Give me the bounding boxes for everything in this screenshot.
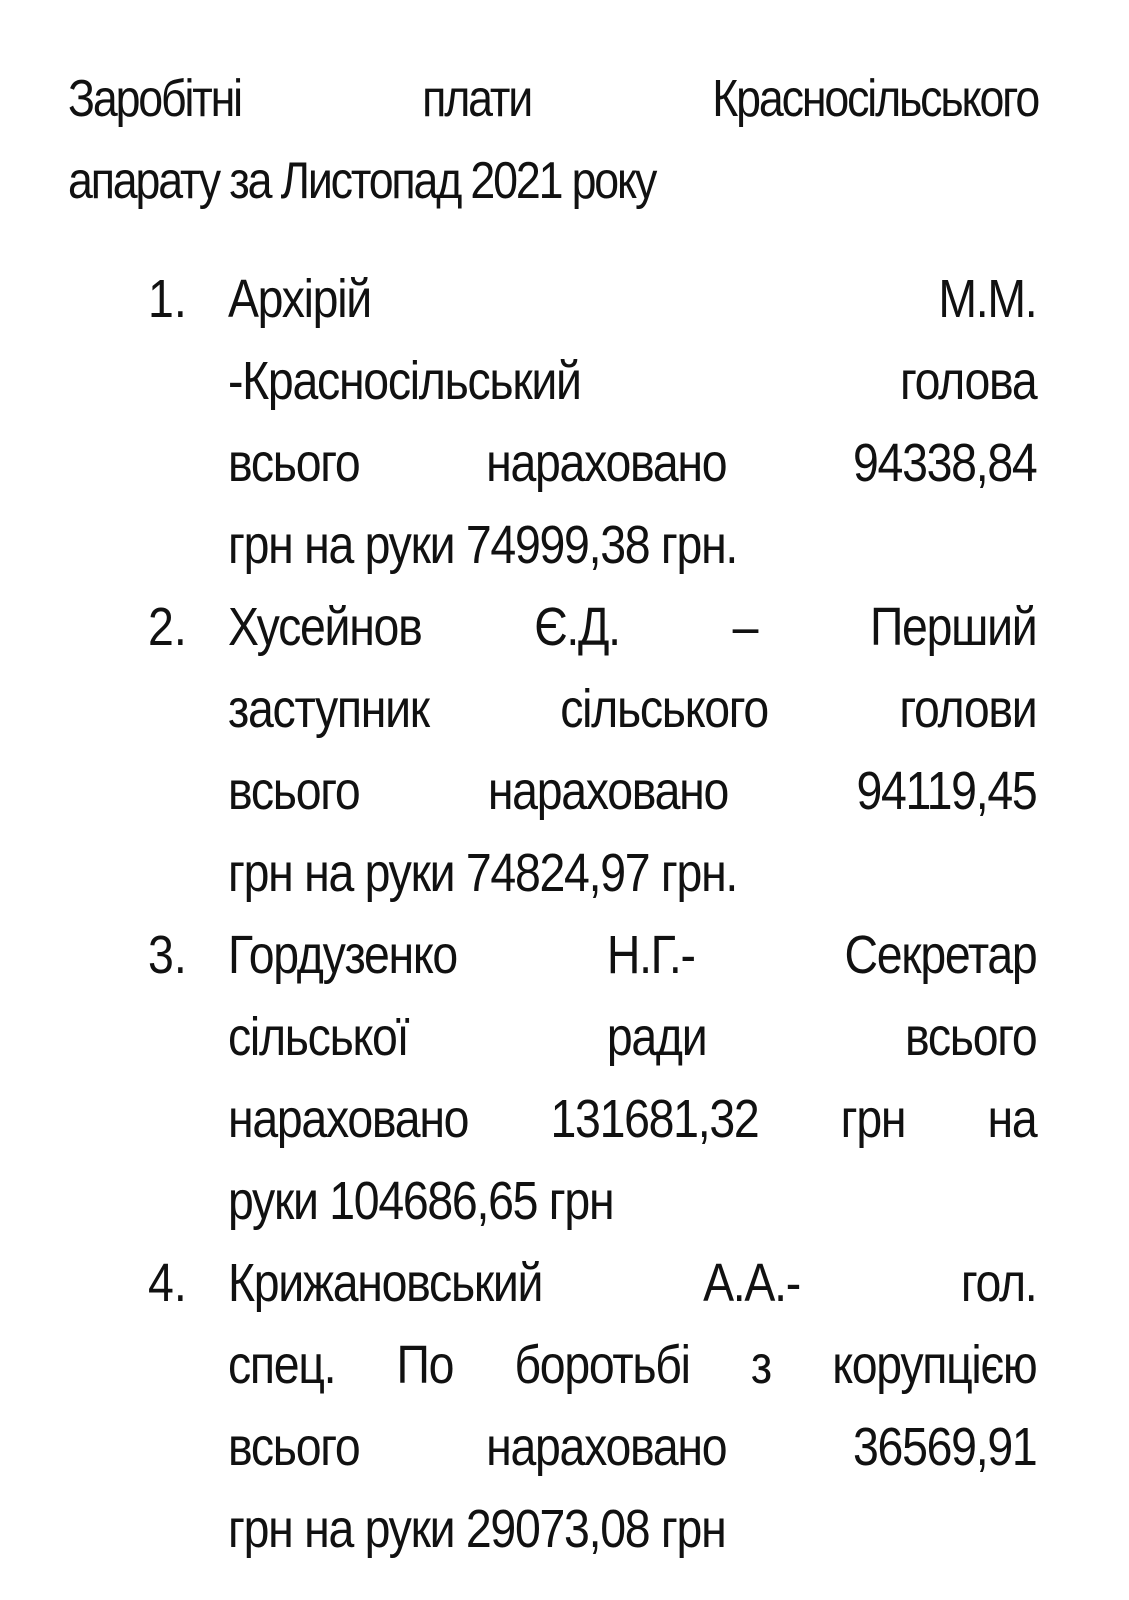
item-line: всього нараховано 94119,45 bbox=[228, 761, 1037, 821]
item-line: Хусейнов Є.Д. – Перший bbox=[228, 597, 1037, 657]
title-line-1: Заробітні плати Красносільського bbox=[68, 70, 1039, 128]
item-line: -Красносільський голова bbox=[228, 351, 1037, 411]
list-item bbox=[148, 586, 1038, 914]
item-text bbox=[228, 1242, 1038, 1570]
document-title bbox=[68, 58, 1038, 222]
item-line: всього нараховано 36569,91 bbox=[228, 1417, 1037, 1477]
item-number: 4. bbox=[148, 1253, 187, 1313]
item-text bbox=[228, 914, 1038, 1242]
item-line: заступник сільського голови bbox=[228, 679, 1037, 739]
item-line: Крижановський А.А.- гол. bbox=[228, 1253, 1037, 1313]
item-line: грн на руки 74999,38 грн. bbox=[228, 515, 738, 575]
item-number: 2. bbox=[148, 597, 187, 657]
list-item bbox=[148, 258, 1038, 586]
salary-list bbox=[148, 258, 1038, 1570]
item-line: Гордузенко Н.Г.- Секретар bbox=[228, 925, 1037, 985]
item-text bbox=[228, 586, 1038, 914]
title-line-2: апарату за Листопад 2021 року bbox=[68, 152, 656, 210]
item-line: Архірій M.M. bbox=[228, 269, 1037, 329]
item-number: 1. bbox=[148, 269, 187, 329]
item-text bbox=[228, 258, 1038, 586]
item-line: грн на руки 29073,08 грн bbox=[228, 1499, 726, 1559]
item-line: сільської ради всього bbox=[228, 1007, 1037, 1067]
item-line: спец. По боротьбі з корупцією bbox=[228, 1335, 1037, 1395]
list-item bbox=[148, 914, 1038, 1242]
item-line: всього нараховано 94338,84 bbox=[228, 433, 1037, 493]
document-page bbox=[68, 58, 1038, 222]
list-item bbox=[148, 1242, 1038, 1570]
item-line: руки 104686,65 грн bbox=[228, 1171, 614, 1231]
item-number: 3. bbox=[148, 925, 187, 985]
item-line: нараховано 131681,32 грн на bbox=[228, 1089, 1037, 1149]
item-line: грн на руки 74824,97 грн. bbox=[228, 843, 738, 903]
